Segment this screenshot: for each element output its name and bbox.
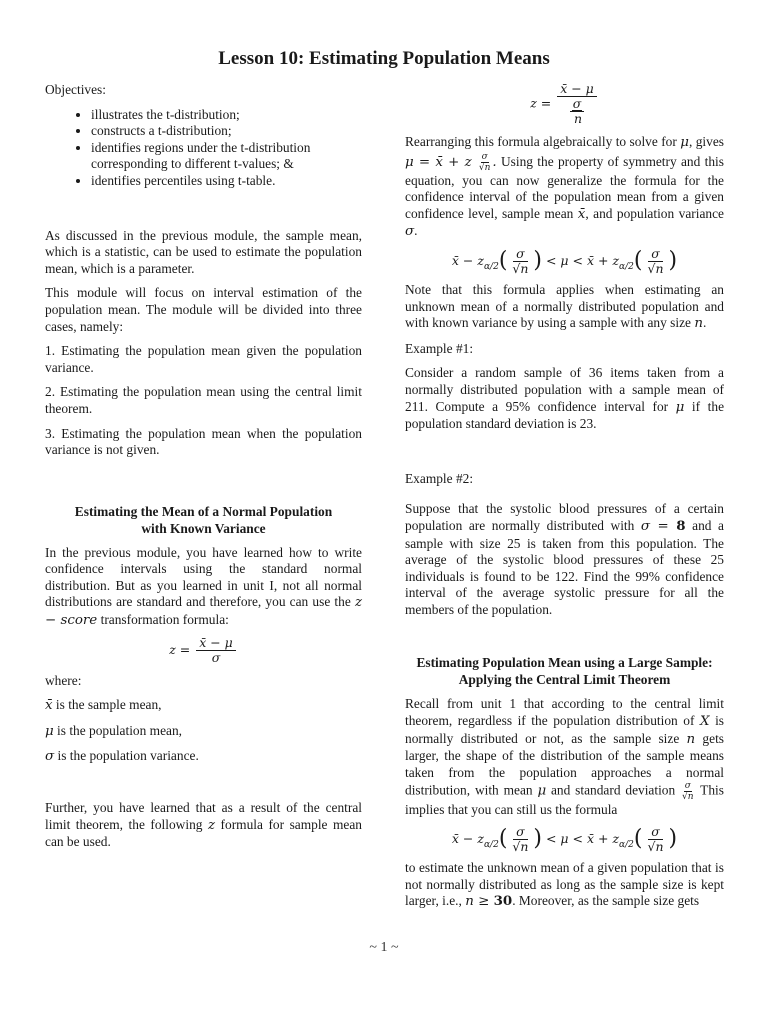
section-heading-known-variance: Estimating the Mean of a Normal Population with Known Variance <box>74 503 333 536</box>
objective-item: • identifies regions under the t-distribution corresponding to different t-values; & <box>91 140 362 173</box>
confidence-interval-formula-repeat: x̄ − $z_{\alpha/2}$( $\frac{\sigma}{√n}$ ) < μ < x̄ + $z_{\alpha/2}$( $\frac{\sigma}{√n}$ ) <box>451 824 678 855</box>
large-sample-paragraph: to estimate the unknown mean of a given population that is not normally distributed as long as the sample size is kept larger, i.e., n ≥ 30. Moreover, as the sample size gets <box>405 860 724 910</box>
case-2: 2. Estimating the population mean using the central limit theorem. <box>45 384 362 416</box>
page-title <box>0 48 768 70</box>
example-2-text: Suppose that the systolic blood pressures of a certain population are normally distributed with σ = 8 and a sample with size 25 is taken from this population. The average of the systolic blood pressures of these 25 individuals is found to be 122. Find the 99% confidence interval of the average systolic pressure for all the members of the population. <box>405 501 724 617</box>
definition-sample-mean: x̄ is the sample mean, <box>45 697 162 714</box>
case-3: 3. Estimating the population mean when the population variance is not given. <box>45 425 362 458</box>
zscore-paragraph: In the previous module, you have learned how to write confidence intervals using the standard normal distribution. But as you learned in unit I, not all normal distributions are standard and therefore, you can use the z − score transformation formula: <box>45 544 362 629</box>
confidence-interval-formula: x̄ − $z_{\alpha/2}$( $\frac{\sigma}{√n}$ ) < μ < x̄ + $z_{\alpha/2}$( $\frac{\sigma}{√n}$ ) <box>451 245 678 276</box>
intro-paragraph: As discussed in the previous module, the sample mean, which is a statistic, can be used to estimate the population mean, which is a parameter. <box>45 227 362 276</box>
rearrange-paragraph: Rearranging this formula algebraically to solve for μ, gives μ = x̄ + z $\frac{\sigma}{√n}$ . Using the property of symmetry and this equation, you can now generalize the formula for the confidence interval of the population mean from a given confidence level, sample mean x̄, and population variance σ. <box>405 134 724 240</box>
example-2-label: Example #2: <box>405 470 474 486</box>
clt-paragraph: Further, you have learned that as a result of the central limit theorem, the following z formula for sample mean can be used. <box>45 800 362 850</box>
objective-item: • constructs a t-distribution; <box>91 123 362 140</box>
zscore-formula: z = $\frac{x̄ - \mu}{\sigma}$ <box>45 636 362 665</box>
definition-population-variance: σ is the population variance. <box>45 748 199 765</box>
objective-item: • illustrates the t-distribution; <box>91 107 362 124</box>
title-bold: Lesson 10 <box>218 48 298 69</box>
right-column <box>405 82 724 911</box>
example-1-label: Example #1: <box>405 340 474 356</box>
where-label: where: <box>45 672 82 688</box>
example-1-text: Consider a random sample of 36 items taken from a normally distributed population with a sample mean of 211. Compute a 95% confidence interval for μ if the population standard deviation is 23. <box>405 365 725 432</box>
sample-mean-z-formula: z = $\frac{x̄ - \mu}{\frac{\sigma}{n}}$ <box>405 82 724 126</box>
objective-item: • identifies percentiles using t-table. <box>91 173 362 190</box>
section-heading-clt: Estimating Population Mean using a Large Sample: Applying the Central Limit Theorem <box>416 655 713 688</box>
definition-population-mean: μ is the population mean, <box>45 722 183 739</box>
objectives-label: Objectives: <box>45 82 106 97</box>
module-focus-paragraph: This module will focus on interval estimation of the population mean. The module will be divided into three cases, namely: <box>45 285 362 334</box>
page-number: ~ 1 ~ <box>369 940 399 955</box>
note-paragraph: Note that this formula applies when estimating an unknown mean of a normally distributed population and with known variance by using a sample with any size n. <box>405 281 724 332</box>
case-1: 1. Estimating the population mean given the population variance. <box>45 343 362 375</box>
left-column <box>45 82 362 851</box>
clt-recall-paragraph: Recall from unit 1 that according to the central limit theorem, regardless if the population distribution of X is normally distributed or not, as the sample size n gets larger, the shape of the distribution of the sample means taken from the population approaches a normal distribution, with mean μ and standard deviation $\frac{\sigma}{√n}$ This implies that you can still us the formula <box>405 696 724 818</box>
objectives-list <box>45 107 362 190</box>
title-rest: : Estimating Population Means <box>297 48 550 69</box>
